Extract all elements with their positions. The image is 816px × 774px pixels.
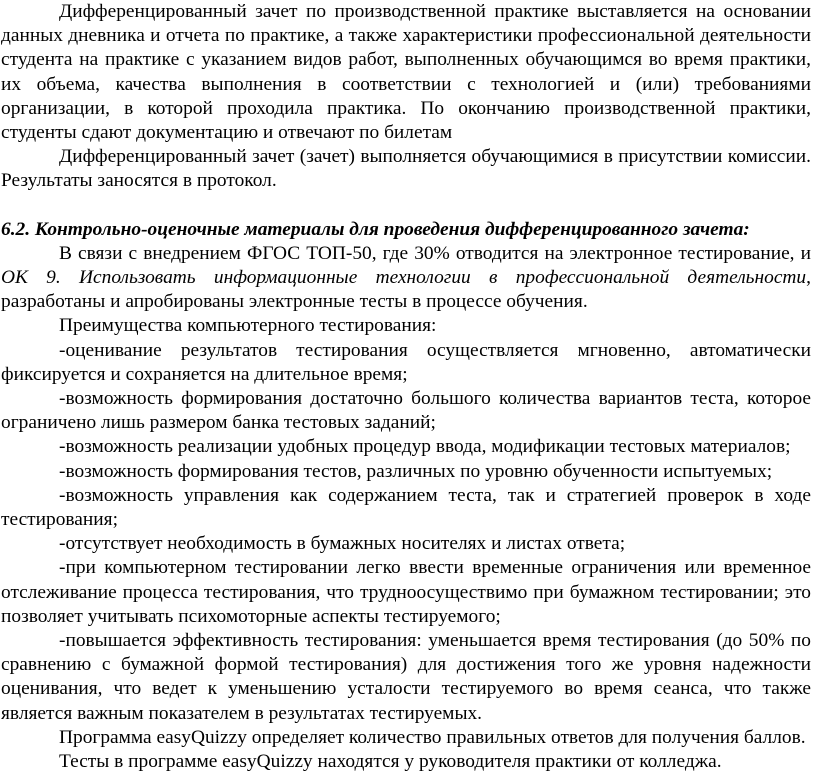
list-item: -отсутствует необходимость в бумажных носителях и листах ответа; (59, 533, 626, 555)
list-item: -оценивание результатов тестирования осуществляется мгновенно, автоматически фиксируется и сохраняется на длительное время; (1, 339, 811, 385)
spacer (1, 194, 811, 218)
paragraph-easyquizzy-location: Тесты в программе easyQuizzy находятся у руководителя практики от колледжа. (59, 751, 722, 773)
paragraph-fgos-ok9: ОК 9. Использовать информационные технологии в профессиональной деятельности (1, 267, 807, 289)
paragraph-advantages-title: Преимущества компьютерного тестирования: (59, 315, 437, 337)
list-item: -возможность формирования тестов, различных по уровню обученности испытуемых; (59, 460, 773, 482)
section-heading: 6.2. Контрольно-оценочные материалы для проведения дифференцированного зачета: (1, 218, 750, 240)
paragraph-easyquizzy-count: Программа easyQuizzy определяет количество правильных ответов для получения баллов. (59, 726, 806, 748)
paragraph-credit-commission: Дифференцированный зачет (зачет) выполняется обучающимися в присутствии комиссии. Результаты заносятся в протокол. (1, 146, 811, 192)
list-item: -при компьютерном тестировании легко ввести временные ограничения или временное отслеживание процесса тестирования, что трудноосуществимо при бумажном тестировании; это позволяет учитывать психомоторные аспекты тестируемого; (1, 557, 811, 627)
paragraph-fgos-end: , разработаны и апробированы электронные тесты в процессе обучения. (1, 267, 811, 313)
list-item: -возможность формирования достаточно большого количества вариантов теста, которое ограничено лишь размером банка тестовых заданий; (1, 388, 811, 434)
paragraph-credit-basis: Дифференцированный зачет по производственной практике выставляется на основании данных дневника и отчета по практике, а также характеристики профессиональной деятельности студента на практике с указанием видов работ, выполненных обучающимся во время практики, их объема, качества выполнения в соответствии с технологией и (или) требованиями организации, в которой проходила практика. По окончанию производственной практики, студенты сдают документацию и отвечают по билетам (1, 1, 811, 144)
list-item: -повышается эффективность тестирования: уменьшается время тестирования (до 50% по сравнению с бумажной формой тестирования) для достижения того же уровня надежности оценивания, что ведет к уменьшению усталости тестируемого во время сеанса, что также является важным показателем в результатах тестируемых. (1, 630, 811, 724)
paragraph-fgos-start: В связи с внедрением ФГОС ТОП-50, где 30% отводится на электронное тестирование, и (59, 242, 811, 264)
list-item: -возможность реализации удобных процедур ввода, модификации тестовых материалов; (59, 436, 791, 458)
list-item: -возможность управления как содержанием теста, так и стратегией проверок в ходе тестирования; (1, 484, 811, 531)
paragraph-fgos (1, 242, 811, 315)
